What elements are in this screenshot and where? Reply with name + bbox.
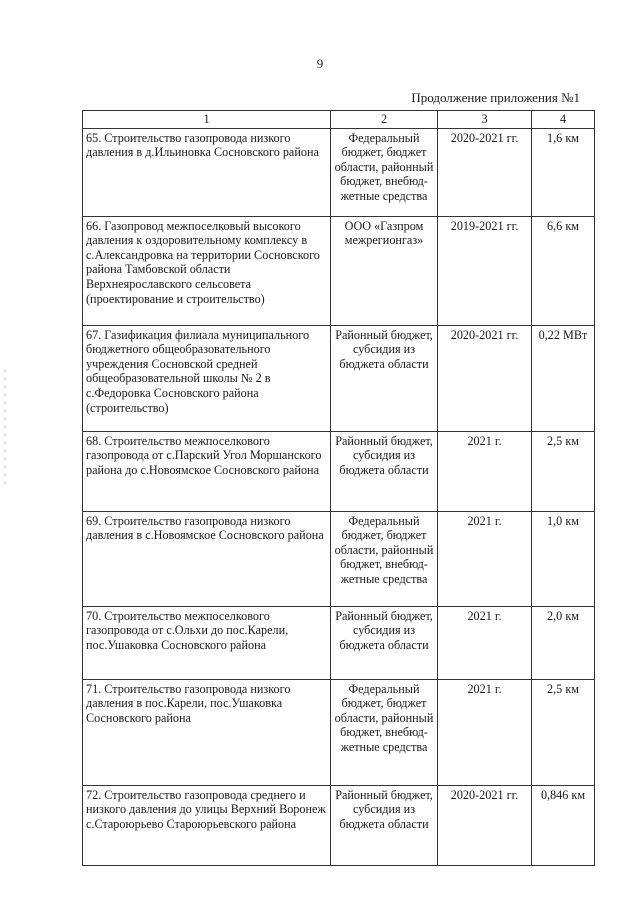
funding-source: Федеральный бюджет, бюджет области, районный бюджет, внебюд-жетные средства (331, 679, 438, 785)
project-description: 67. Газификация филиала муниципального бюджетного общеобразовательного учреждения Сосновской средней общеобразовательной школы № 2 в с.Федоровка Сосновского района (строительство) (83, 325, 331, 431)
capacity-value: 0,846 км (532, 785, 595, 865)
table-row (83, 128, 595, 216)
project-description: 70. Строительство межпоселкового газопровода от с.Ольхи до пос.Карели, пос.Ушаковка Сосновского района (83, 606, 331, 679)
implementation-period: 2020-2021 гг. (438, 128, 532, 216)
capacity-value: 2,0 км (532, 606, 595, 679)
implementation-period: 2020-2021 гг. (438, 325, 532, 431)
column-header: 1 (83, 111, 331, 129)
capacity-value: 1,0 км (532, 511, 595, 606)
capacity-value: 6,6 км (532, 216, 595, 325)
funding-source: Районный бюджет, субсидия из бюджета области (331, 431, 438, 511)
table-row (83, 431, 595, 511)
column-header: 3 (438, 111, 532, 129)
table-row (83, 325, 595, 431)
project-description: 71. Строительство газопровода низкого давления в пос.Карели, пос.Ушаковка Сосновского района (83, 679, 331, 785)
appendix-caption: Продолжение приложения №1 (411, 90, 580, 105)
implementation-period: 2021 г. (438, 431, 532, 511)
implementation-period: 2020-2021 гг. (438, 785, 532, 865)
page-number: 9 (316, 56, 324, 71)
table-header-row (83, 111, 595, 129)
capacity-value: 2,5 км (532, 431, 595, 511)
scan-edge-mark (4, 370, 6, 490)
projects-table (82, 110, 595, 866)
project-description: 69. Строительство газопровода низкого давления в с.Новоямское Сосновского района (83, 511, 331, 606)
table-row (83, 511, 595, 606)
capacity-value: 2,5 км (532, 679, 595, 785)
table-row (83, 679, 595, 785)
implementation-period: 2021 г. (438, 511, 532, 606)
funding-source: Районный бюджет, субсидия из бюджета области (331, 606, 438, 679)
implementation-period: 2021 г. (438, 606, 532, 679)
capacity-value: 1,6 км (532, 128, 595, 216)
column-header: 2 (331, 111, 438, 129)
implementation-period: 2021 г. (438, 679, 532, 785)
funding-source: Федеральный бюджет, бюджет области, районный бюджет, внебюд-жетные средства (331, 128, 438, 216)
table-row (83, 785, 595, 865)
implementation-period: 2019-2021 гг. (438, 216, 532, 325)
project-description: 65. Строительство газопровода низкого давления в д.Ильиновка Сосновского района (83, 128, 331, 216)
table-row (83, 216, 595, 325)
funding-source: ООО «Газпром межрегионгаз» (331, 216, 438, 325)
funding-source: Федеральный бюджет, бюджет области, районный бюджет, внебюд-жетные средства (331, 511, 438, 606)
table-row (83, 606, 595, 679)
project-description: 68. Строительство межпоселкового газопровода от с.Парский Угол Моршанского района до с.Новоямское Сосновского района (83, 431, 331, 511)
project-description: 66. Газопровод межпоселковый высокого давления к оздоровительному комплексу в с.Александровка на территории Сосновского района Тамбовской области Верхнеярославского сельсовета (проектирование и строительство) (83, 216, 331, 325)
project-description: 72. Строительство газопровода среднего и низкого давления до улицы Верхний Воронеж с.Староюрьево Староюрьевского района (83, 785, 331, 865)
funding-source: Районный бюджет, субсидия из бюджета области (331, 785, 438, 865)
column-header: 4 (532, 111, 595, 129)
capacity-value: 0,22 МВт (532, 325, 595, 431)
funding-source: Районный бюджет, субсидия из бюджета области (331, 325, 438, 431)
